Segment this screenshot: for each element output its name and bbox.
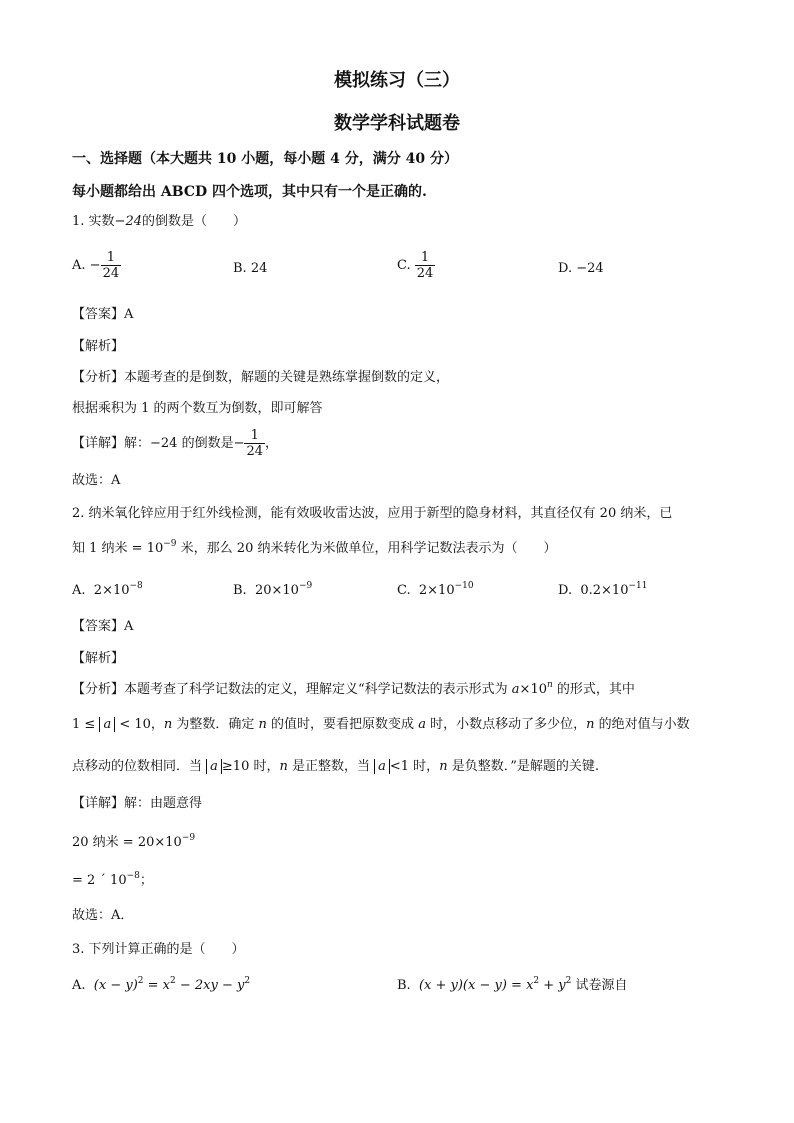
q1-xiangjie: 【详解】解：−24 的倒数是− $\frac{1}{24}$ ， — [72, 428, 279, 459]
q1-analysis-label: 【解析】 — [72, 339, 125, 354]
q1-option-c: C. $\frac{1}{24}$ — [397, 250, 434, 281]
q2-fenxi-line2: 1 ≤ a < 10，n 为整数．确定 n 的值时，要看把原数变成 a 时，小数点移动了多少位，n 的绝对值与小数 — [72, 717, 690, 732]
watermark-text: 试卷源自 — [575, 978, 628, 993]
fraction: $\frac{1}{24}$ — [416, 250, 434, 281]
q2-step2: = 2 ´ $10^{-8}$； — [72, 871, 153, 888]
fraction: $\frac{1}{24}$ — [246, 428, 264, 459]
q2-choice: 故选：A． — [72, 908, 134, 923]
section-heading: 一、选择题（本大题共 10 小题，每小题 4 分，满分 40 分） — [72, 151, 458, 167]
exam-title: 模拟练习（三） — [334, 70, 460, 91]
q1-option-a: A. − $\frac{1}{24}$ — [72, 250, 120, 281]
q3-stem: 3. 下列计算正确的是（ ） — [72, 942, 245, 957]
q2-analysis-label: 【解析】 — [72, 651, 125, 666]
q1-choice: 故选：A — [72, 473, 121, 488]
q2-stem-line1: 2. 纳米氧化锌应用于红外线检测，能有效吸收雷达波，应用于新型的隐身材料，其直径仅有 20 纳米，已 — [72, 506, 673, 521]
q2-answer: 【答案】A — [72, 619, 134, 634]
q2-stem-line2: 知 1 纳米 = $10^{-9}$ 米，那么 20 纳米转化为米做单位，用科学记数法表示为（ ） — [72, 539, 557, 556]
q2-option-b: B. $20\times 10^{-9}$ — [233, 581, 313, 598]
q1-option-b: B. 24 — [233, 261, 268, 276]
section-instruction: 每小题都给出 ABCD 四个选项，其中只有一个是正确的. — [72, 184, 427, 200]
q2-option-c: C. $2\times 10^{-10}$ — [397, 581, 474, 598]
fraction: $\frac{1}{24}$ — [102, 250, 120, 281]
q2-option-d: D. $0.2\times 10^{-11}$ — [558, 581, 648, 598]
exam-subtitle: 数学学科试题卷 — [334, 113, 460, 134]
q2-fenxi-line3: 点移动的位数相同．当 a ≥10 时，n 是正整数，当 a <1 时，n 是负整数．”是解题的关键. — [72, 759, 599, 774]
q3-option-a: A. $(x - y)^2 = x^2 - 2xy - y^2$ — [72, 976, 251, 993]
q1-option-d: D. −24 — [558, 261, 604, 276]
q1-fenxi-line1: 【分析】本题考查的是倒数，解题的关键是熟练掌握倒数的定义， — [72, 370, 450, 385]
q1-answer: 【答案】A — [72, 307, 134, 322]
q3-option-b: B. $(x + y)(x - y) = x^2 + y^2$ 试卷源自 — [397, 976, 628, 993]
q1-fenxi-line2: 根据乘积为 1 的两个数互为倒数，即可解答 — [72, 401, 323, 416]
q2-step1: 20 纳米 = $20\times 10^{-9}$ — [72, 833, 196, 850]
q2-xiangjie: 【详解】解：由题意得 — [72, 796, 203, 811]
q2-fenxi-line1: 【分析】本题考查了科学记数法的定义，理解定义“科学记数法的表示形式为 $a\times 10^n$ 的形式，其中 — [72, 680, 635, 697]
q1-stem: 1. 实数−24的倒数是（ ） — [72, 214, 246, 229]
q2-option-a: A. $2\times 10^{-8}$ — [72, 581, 143, 598]
